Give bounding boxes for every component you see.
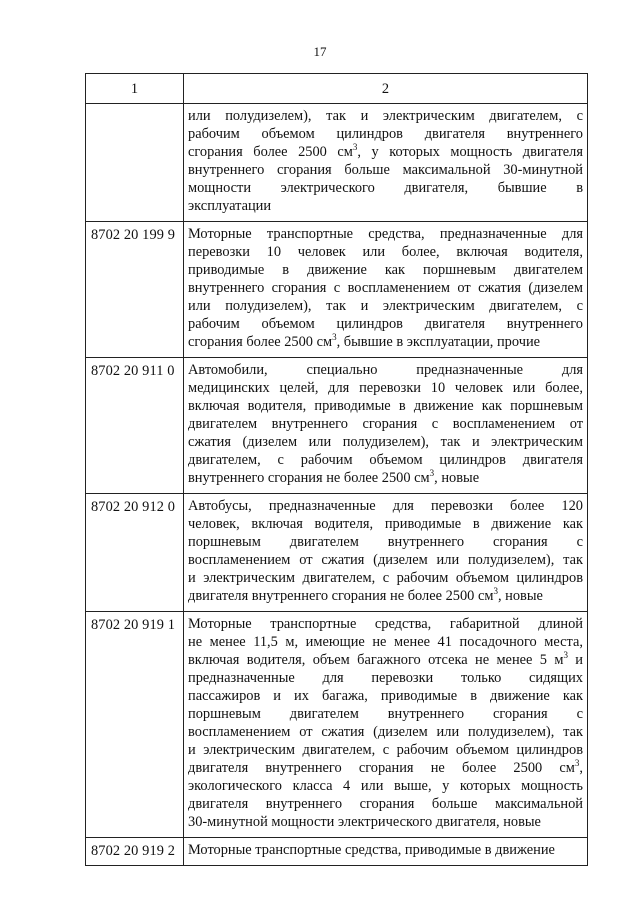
description-line: пассажиров и их багажа, приводимые в движение как <box>188 688 583 704</box>
description-line: внутреннего сгорания с воспламенением от сжатия (дизелем <box>188 280 583 296</box>
commodity-description <box>184 838 588 866</box>
description-line: двигателя внутреннего сгорания не более 2500 $см^3$, <box>188 758 583 776</box>
description-line: перевозки 10 человек или более, включая водителя, <box>188 244 583 260</box>
commodity-code: 8702 20 919 2 <box>86 838 184 866</box>
description-line: мощности электрического двигателя, бывшие в <box>188 180 583 196</box>
description-line: внутреннего сгорания не более 2500 $см^3$, новые <box>188 468 480 486</box>
tariff-code-table <box>85 73 588 866</box>
description-line: сжатия (дизелем или полудизелем), так и электрическим <box>188 434 583 450</box>
table-header-row <box>86 74 588 104</box>
description-line: Автомобили, специально предназначенные для <box>188 362 583 378</box>
commodity-description <box>184 494 588 612</box>
description-line: поршневым двигателем внутреннего сгорания с <box>188 534 583 550</box>
table-row <box>86 612 588 838</box>
commodity-description <box>184 104 588 222</box>
description-line: Моторные транспортные средства, предназначенные для <box>188 226 583 242</box>
commodity-description <box>184 612 588 838</box>
column-header-code: 1 <box>86 74 184 104</box>
commodity-code: 8702 20 199 9 <box>86 222 184 358</box>
description-line: рабочим объемом цилиндров двигателя внутреннего <box>188 126 583 142</box>
description-line: 30-минутной мощности электрического двигателя, новые <box>188 814 541 830</box>
description-line: воспламенением от сжатия (дизелем или полудизелем), так <box>188 724 583 740</box>
description-line: рабочим объемом цилиндров двигателя внутреннего <box>188 316 583 332</box>
description-line: внутреннего сгорания больше максимальной 30-минутной <box>188 162 583 178</box>
description-line: включая водителя, приводимые в движение как поршневым <box>188 398 583 414</box>
page-number: 17 <box>313 44 327 59</box>
description-line: сгорания более 2500 $см^3$, у которых мощность двигателя <box>188 142 583 160</box>
description-line: и электрическим двигателем, с рабочим объемом цилиндров <box>188 570 583 586</box>
table-body <box>86 104 588 866</box>
description-line: воспламенением от сжатия (дизелем или полудизелем), так <box>188 552 583 568</box>
description-line: эксплуатации <box>188 198 272 214</box>
table-row <box>86 494 588 612</box>
description-line: двигателя внутреннего сгорания больше максимальной <box>188 796 583 812</box>
column-header-description: 2 <box>184 74 588 104</box>
description-line: Моторные транспортные средства, приводимые в движение <box>188 842 555 858</box>
commodity-code: 8702 20 919 1 <box>86 612 184 838</box>
description-line: или полудизелем), так и электрическим двигателем, с <box>188 298 583 314</box>
commodity-code: 8702 20 911 0 <box>86 358 184 494</box>
commodity-code <box>86 104 184 222</box>
description-line: предназначенные для перевозки только сидящих <box>188 670 583 686</box>
commodity-description <box>184 222 588 358</box>
description-line: двигателем, с рабочим объемом цилиндров двигателя <box>188 452 583 468</box>
description-line: сгорания более 2500 $см^3$, бывшие в эксплуатации, прочие <box>188 332 541 350</box>
description-line: Автобусы, предназначенные для перевозки более 120 <box>188 498 583 514</box>
description-line: или полудизелем), так и электрическим двигателем, с <box>188 108 583 124</box>
commodity-description <box>184 358 588 494</box>
description-line: Моторные транспортные средства, габаритной длиной <box>188 616 583 632</box>
description-line: двигателем внутреннего сгорания с воспламенением от <box>188 416 583 432</box>
description-line: поршневым двигателем внутреннего сгорания с <box>188 706 583 722</box>
description-line: и электрическим двигателем, с рабочим объемом цилиндров <box>188 742 583 758</box>
description-line: двигателя внутреннего сгорания не более 2500 $см^3$, новые <box>188 586 543 604</box>
description-line: экологического класса 4 или выше, у которых мощность <box>188 778 583 794</box>
table-row <box>86 222 588 358</box>
table-row <box>86 838 588 866</box>
description-line: медицинских целей, для перевозки 10 человек или более, <box>188 380 583 396</box>
table-row <box>86 358 588 494</box>
description-line: приводимые в движение как поршневым двигателем <box>188 262 583 278</box>
commodity-code: 8702 20 912 0 <box>86 494 184 612</box>
description-line: человек, включая водителя, приводимые в движение как <box>188 516 583 532</box>
description-line: не менее 11,5 м, имеющие не менее 41 посадочного места, <box>188 634 583 650</box>
table-row <box>86 104 588 222</box>
description-line: включая водителя, объем багажного отсека не менее 5 $м^3$ и <box>188 650 583 668</box>
